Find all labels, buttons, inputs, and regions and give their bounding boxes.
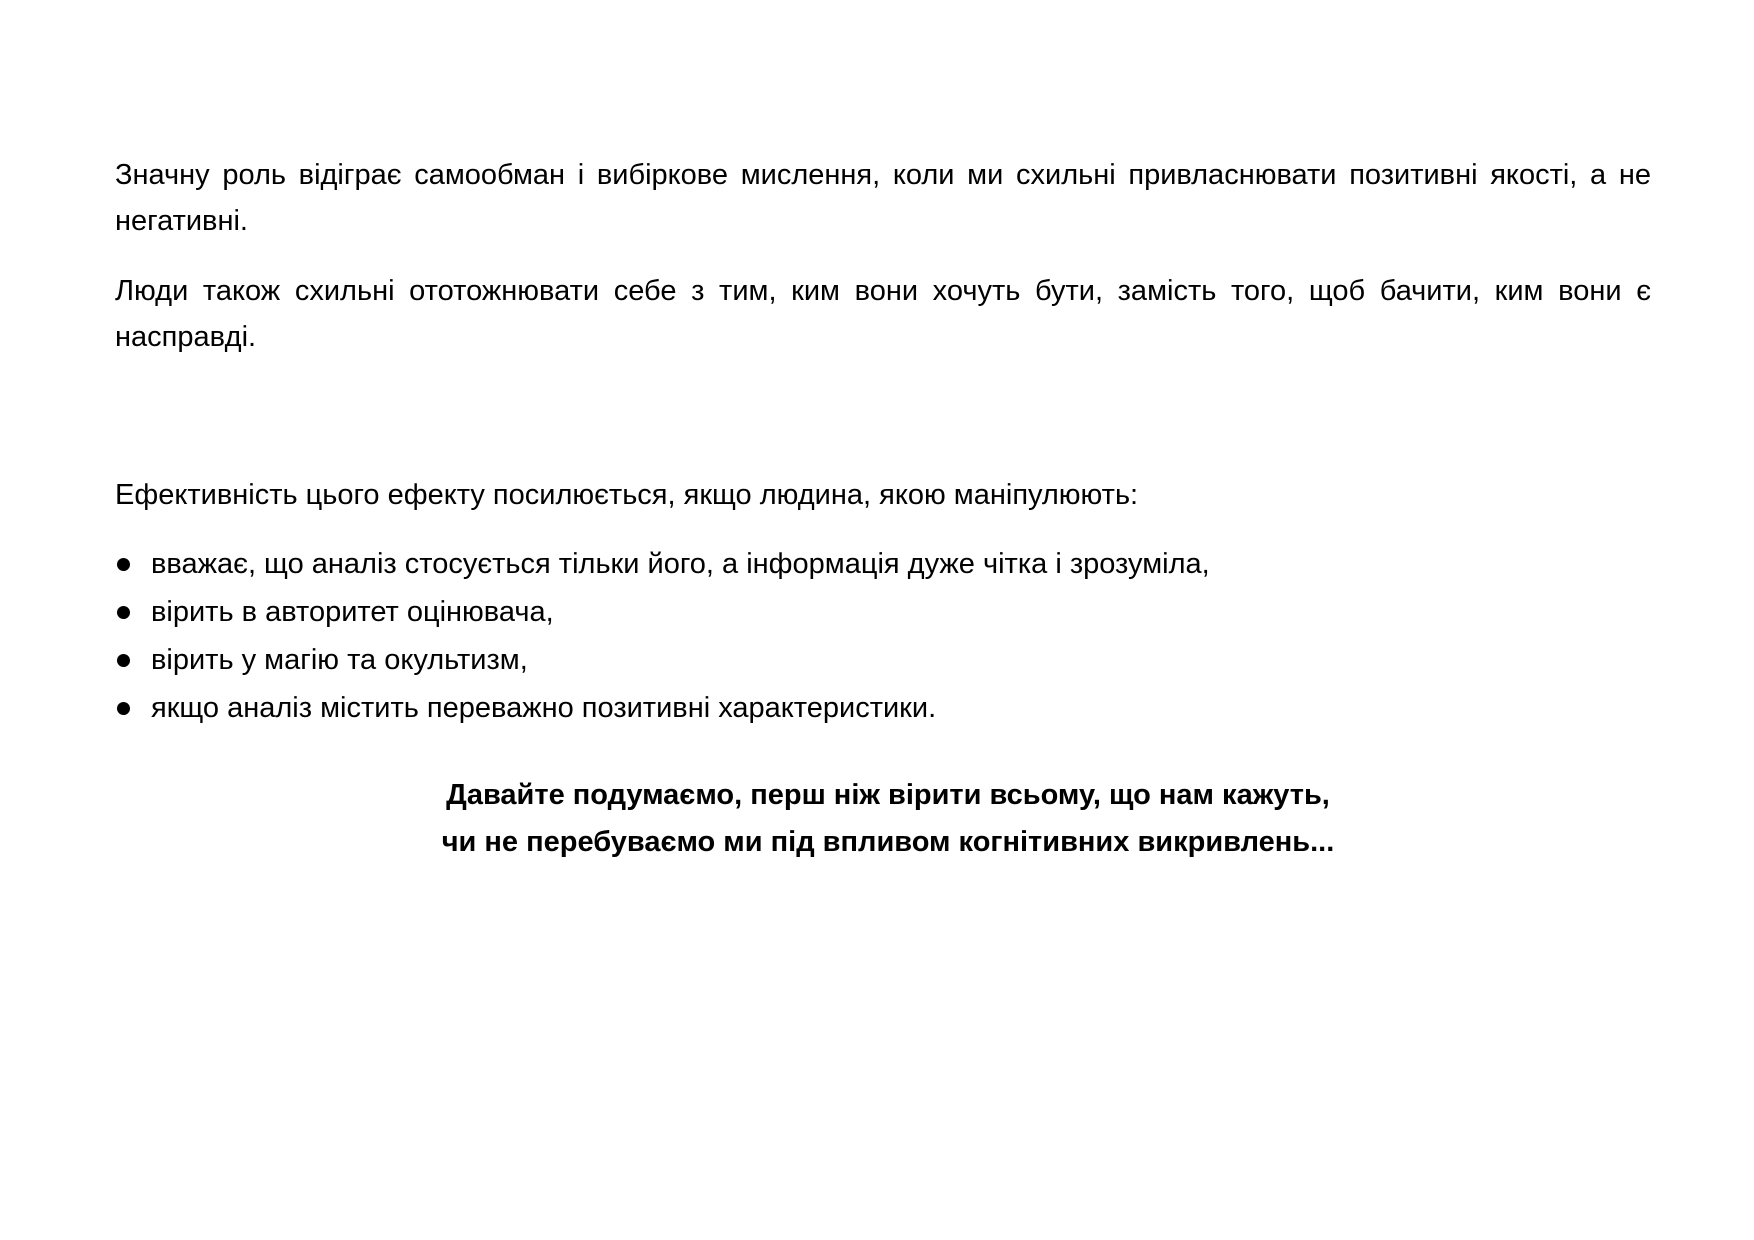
document-body [115, 152, 1651, 732]
closing-line-1: Давайте подумаємо, перш ніж вірити всьому, що нам кажуть, [446, 779, 1330, 811]
conditions-bullet-list [115, 540, 1651, 732]
closing-line-2: чи не перебуваємо ми під впливом когнітивних викривлень... [441, 826, 1335, 858]
bullet-dot-icon [117, 558, 130, 571]
bullet-text: вважає, що аналіз стосується тільки його, а інформація дуже чітка і зрозуміла, [151, 548, 1210, 580]
bullet-text: вірить у магію та окультизм, [151, 644, 528, 676]
bullet-item [115, 636, 1651, 684]
closing-statement [0, 772, 1754, 866]
bullet-dot-icon [117, 702, 130, 715]
paragraph-self-deception: Значну роль відіграє самообман і вибіркове мислення, коли ми схильні привласнювати позитивні якості, а не негативні. [115, 159, 1651, 237]
bullet-dot-icon [117, 606, 130, 619]
bullet-item [115, 684, 1651, 732]
paragraph-identification: Люди також схильні ототожнювати себе з тим, ким вони хочуть бути, замість того, щоб бачити, ким вони є насправді. [115, 275, 1651, 353]
bullet-text: вірить в авторитет оцінювача, [151, 596, 554, 628]
bullet-item [115, 588, 1651, 636]
paragraph-effectiveness-intro: Ефективність цього ефекту посилюється, якщо людина, якою маніпулюють: [115, 479, 1139, 511]
bullet-item [115, 540, 1651, 588]
bullet-dot-icon [117, 654, 130, 667]
bullet-text: якщо аналіз містить переважно позитивні характеристики. [151, 692, 937, 724]
